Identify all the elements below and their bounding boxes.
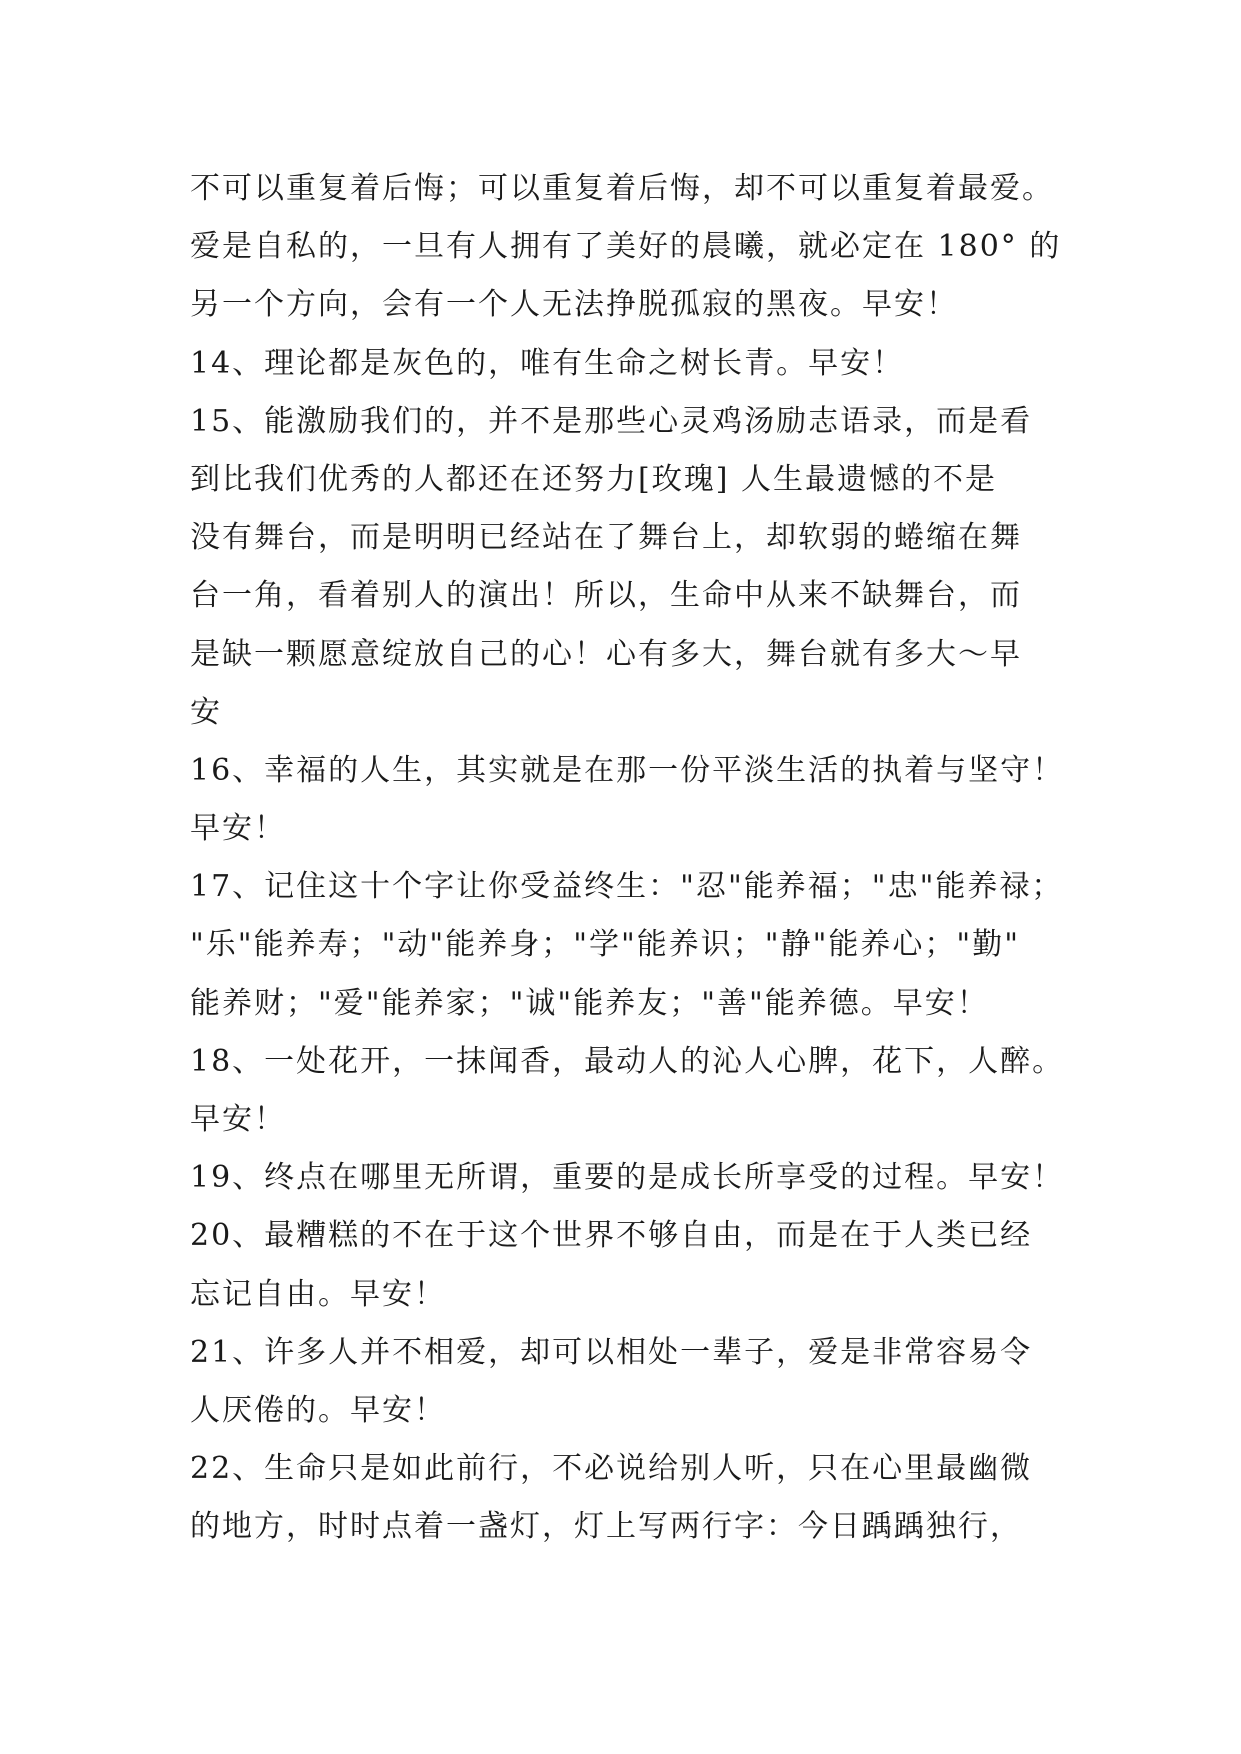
text-line: 早安！: [190, 811, 286, 847]
text-line: 人厌倦的。早安！: [190, 1392, 446, 1428]
text-line: 19、终点在哪里无所谓，重要的是成长所享受的过程。早安！: [190, 1160, 1065, 1196]
text-line: 到比我们优秀的人都还在还努力[玫瑰] 人生最遗憾的不是: [190, 461, 997, 497]
text-line: 21、许多人并不相爱，却可以相处一辈子，爱是非常容易令: [190, 1334, 1033, 1370]
text-line: 20、最糟糕的不在于这个世界不够自由，而是在于人类已经: [190, 1218, 1033, 1254]
text-line: 安: [190, 694, 222, 730]
text-line: 爱是自私的，一旦有人拥有了美好的晨曦，就必定在 180° 的: [190, 229, 1062, 265]
text-line: "乐"能养寿；"动"能养身；"学"能养识；"静"能养心；"勤": [190, 927, 1020, 963]
text-line: 台一角，看着别人的演出！所以，生命中从来不缺舞台，而: [190, 578, 1022, 614]
text-line: 早安！: [190, 1102, 286, 1137]
text-line: 14、理论都是灰色的，唯有生命之树长青。早安！: [190, 345, 905, 381]
text-line: 的地方，时时点着一盏灯，灯上写两行字：今日踽踽独行，: [190, 1509, 1022, 1545]
text-line: 忘记自由。早安！: [190, 1276, 446, 1312]
text-line: 18、一处花开，一抹闻香，最动人的沁人心脾，花下，人醉。: [190, 1043, 1065, 1079]
text-line: 不可以重复着后悔；可以重复着后悔，却不可以重复着最爱。: [190, 171, 1054, 206]
text-line: 能养财；"爱"能养家；"诚"能养友；"善"能养德。早安！: [190, 985, 989, 1021]
text-line: 15、能激励我们的，并不是那些心灵鸡汤励志语录，而是看: [190, 403, 1033, 439]
text-line: 是缺一颗愿意绽放自己的心！心有多大，舞台就有多大～早: [190, 636, 1022, 672]
text-line: 17、记住这十个字让你受益终生："忍"能养福；"忠"能养禄；: [190, 869, 1064, 905]
text-line: 22、生命只是如此前行，不必说给别人听，只在心里最幽微: [190, 1451, 1033, 1487]
text-line: 没有舞台，而是明明已经站在了舞台上，却软弱的蜷缩在舞: [190, 520, 1022, 556]
document-body-text: [190, 160, 1070, 1557]
text-line: 另一个方向，会有一个人无法挣脱孤寂的黑夜。早安！: [190, 287, 958, 323]
text-line: 16、幸福的人生，其实就是在那一份平淡生活的执着与坚守！: [190, 752, 1065, 788]
